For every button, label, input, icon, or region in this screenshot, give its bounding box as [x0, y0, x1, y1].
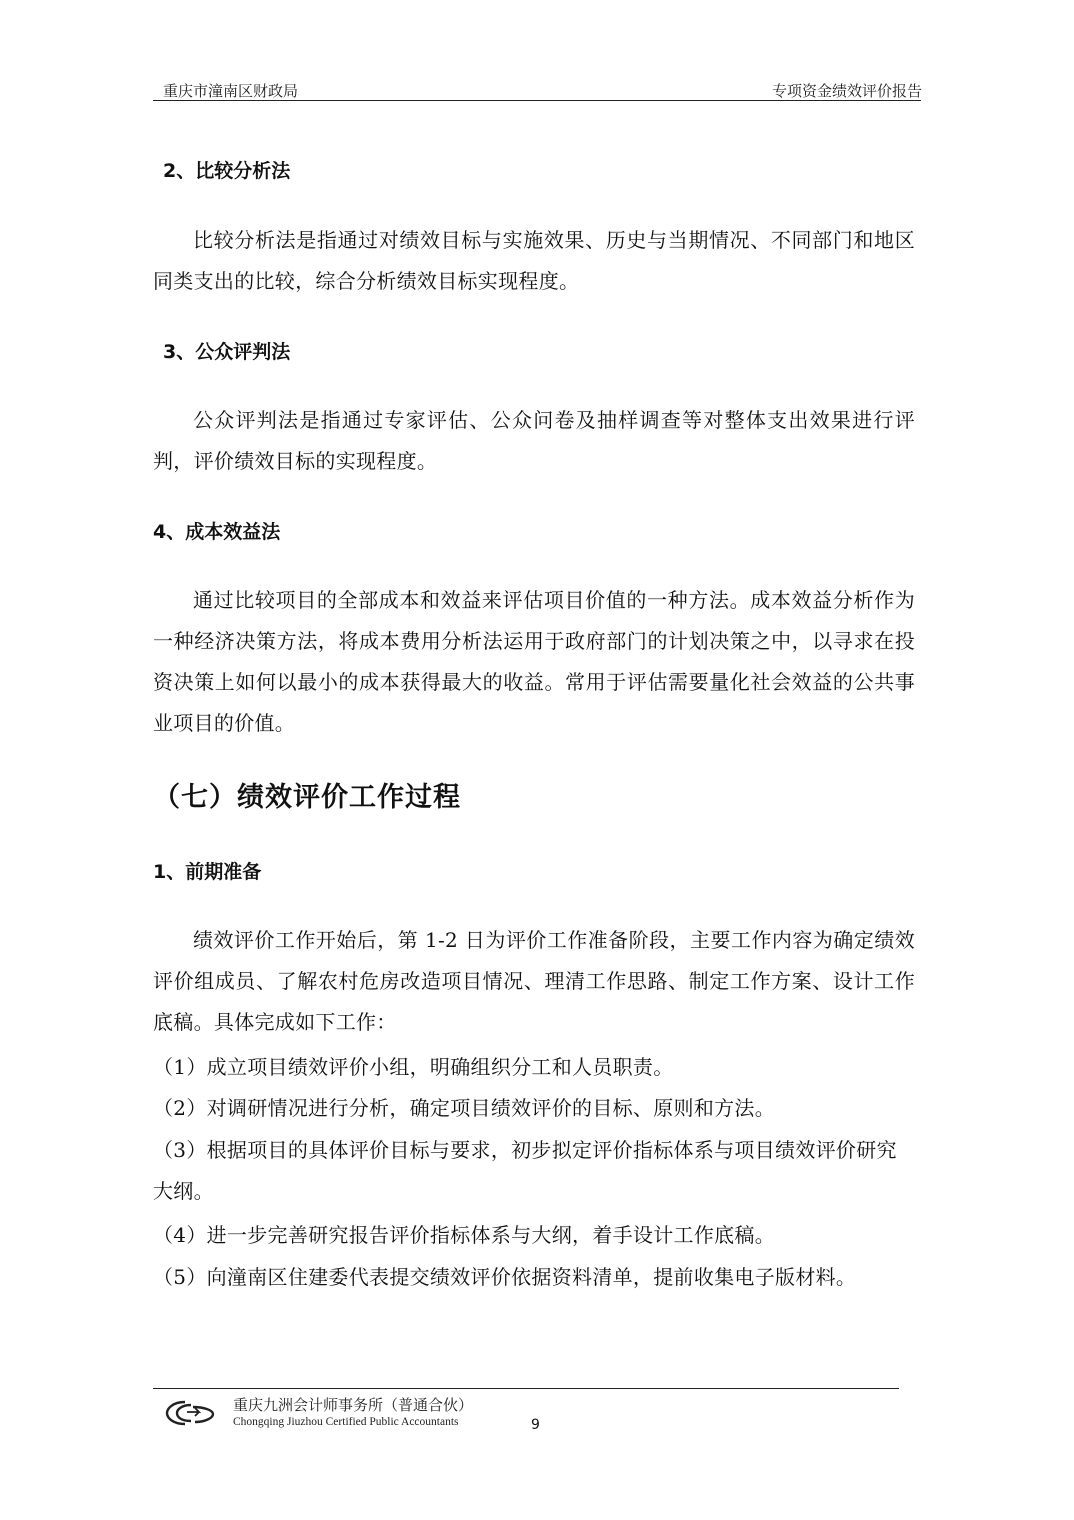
header-report-title: 专项资金绩效评价报告 — [771, 82, 922, 100]
paragraph-cost-benefit: 通过比较项目的全部成本和效益来评估项目价值的一种方法。成本效益分析作为一种经济决策方法，将成本费用分析法运用于政府部门的计划决策之中，以寻求在投资决策上如何以最小的成本获得最大的收益。常用于评估需要量化社会效益的公共事业项目的价值。 — [153, 588, 915, 735]
list-item: （4）进一步完善研究报告评价指标体系与大纲，着手设计工作底稿。 — [153, 1223, 776, 1247]
paragraph-public-judgment: 公众评判法是指通过专家评估、公众问卷及抽样调查等对整体支出效果进行评判，评价绩效目标的实现程度。 — [153, 408, 915, 473]
list-item: （1）成立项目绩效评价小组，明确组织分工和人员职责。 — [153, 1055, 674, 1079]
header-divider — [153, 100, 921, 101]
header-org: 重庆市潼南区财政局 — [163, 82, 299, 100]
chapter-title: （七）绩效评价工作过程 — [153, 782, 461, 813]
list-item: （2）对调研情况进行分析，确定项目绩效评价的目标、原则和方法。 — [153, 1096, 776, 1120]
footer-firm-name-cn: 重庆九洲会计师事务所（普通合伙） — [233, 1396, 474, 1414]
footer-divider — [153, 1388, 899, 1389]
paragraph-comparison: 比较分析法是指通过对绩效目标与实施效果、历史与当期情况、不同部门和地区同类支出的比较，综合分析绩效目标实现程度。 — [153, 228, 915, 293]
section-title-comparison: 2、比较分析法 — [163, 160, 291, 182]
footer-firm-name-en: Chongqing Jiuzhou Certified Public Accountants — [233, 1416, 459, 1428]
section-title-preparation: 1、前期准备 — [153, 861, 262, 883]
paragraph-preparation: 绩效评价工作开始后，第 1-2 日为评价工作准备阶段，主要工作内容为确定绩效评价组成员、了解农村危房改造项目情况、理清工作思路、制定工作方案、设计工作底稿。具体完成如下工作： — [153, 928, 915, 1034]
section-title-cost-benefit: 4、成本效益法 — [153, 521, 281, 543]
list-item: （5）向潼南区住建委代表提交绩效评价依据资料清单，提前收集电子版材料。 — [153, 1265, 857, 1289]
firm-logo-icon — [163, 1398, 219, 1428]
page-number: 9 — [531, 1417, 540, 1433]
section-title-public-judgment: 3、公众评判法 — [163, 341, 291, 363]
list-item: （3）根据项目的具体评价目标与要求，初步拟定评价指标体系与项目绩效评价研究大纲。 — [153, 1138, 897, 1203]
